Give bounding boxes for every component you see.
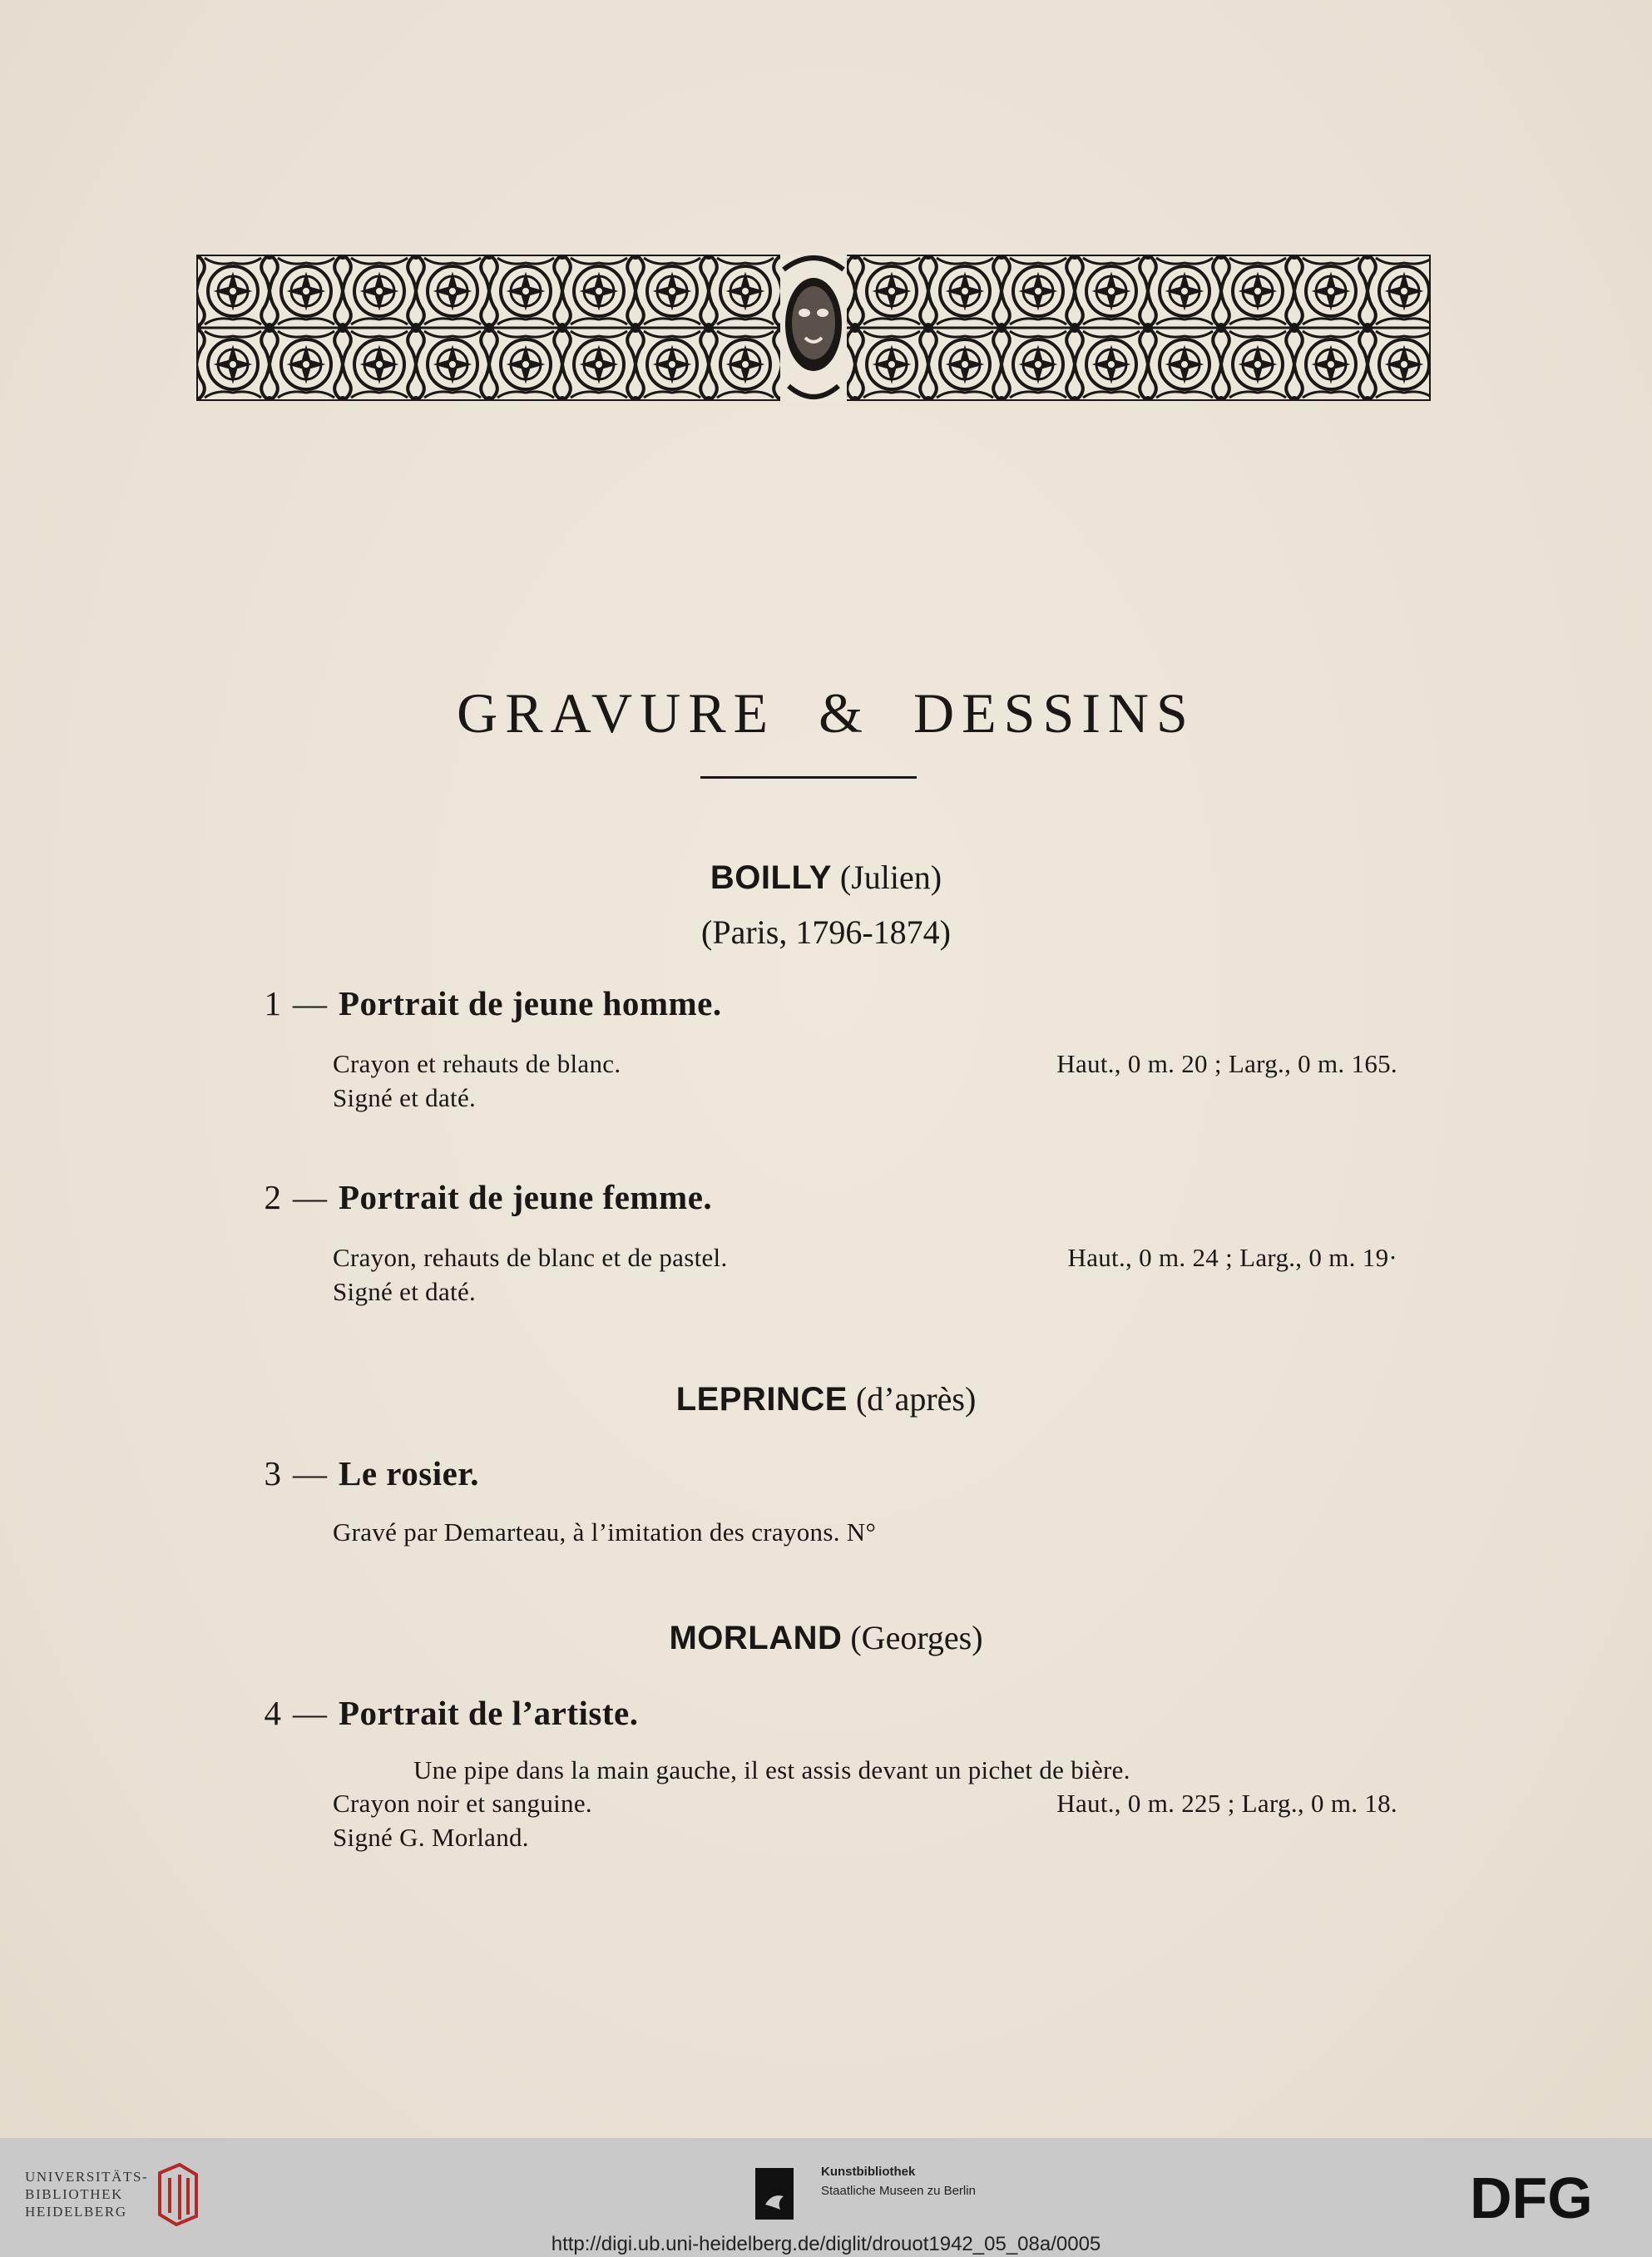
kunstbibliothek-subtitle: Staatliche Museen zu Berlin bbox=[821, 2184, 976, 2198]
lot-medium: Crayon noir et sanguine. bbox=[333, 1789, 592, 1818]
artist-dates: (Paris, 1796-1874) bbox=[701, 913, 951, 951]
university-line: BIBLIOTHEK bbox=[25, 2186, 123, 2202]
kunstbibliothek-logo-icon bbox=[755, 2168, 794, 2220]
lot-dash: — bbox=[293, 1454, 327, 1492]
artist-heading-leprince bbox=[0, 1379, 1652, 1418]
kunstbibliothek-title: Kunstbibliothek bbox=[821, 2165, 916, 2179]
artist-qualifier: (Julien) bbox=[839, 859, 942, 896]
footer-bar bbox=[0, 2138, 1652, 2257]
lot-title: Portrait de l’artiste. bbox=[339, 1694, 639, 1732]
section-title: GRAVURE & DESSINS bbox=[457, 681, 1195, 745]
dfg-logo-text: DFG bbox=[1470, 2168, 1593, 2226]
lot-title: Portrait de jeune femme. bbox=[339, 1178, 713, 1216]
artist-qualifier: (d’après) bbox=[855, 1380, 977, 1418]
lot-description: Une pipe dans la main gauche, il est assis devant un pichet de bière. bbox=[413, 1755, 1130, 1784]
artist-qualifier: (Georges) bbox=[850, 1619, 983, 1656]
artist-heading-boilly bbox=[0, 858, 1652, 897]
lot-title: Le rosier. bbox=[339, 1454, 479, 1492]
lot-dimensions: Haut., 0 m. 20 ; Larg., 0 m. 165. bbox=[1056, 1049, 1397, 1078]
lot-note: Signé et daté. bbox=[333, 1277, 477, 1306]
lot-number: 4 bbox=[264, 1694, 281, 1732]
artist-heading-morland bbox=[0, 1618, 1652, 1657]
lot-dimensions: Haut., 0 m. 225 ; Larg., 0 m. 18. bbox=[1056, 1789, 1397, 1818]
lot-heading-3 bbox=[241, 1453, 479, 1493]
university-line: HEIDELBERG bbox=[25, 2204, 127, 2220]
lot-number: 1 bbox=[264, 984, 281, 1022]
ornamental-header-band bbox=[196, 255, 1431, 401]
lot-dash: — bbox=[293, 1178, 327, 1216]
lot-number: 2 bbox=[264, 1178, 281, 1216]
lot-heading-2 bbox=[241, 1177, 712, 1217]
artist-name: LEPRINCE bbox=[675, 1381, 848, 1418]
lot-note: Signé G. Morland. bbox=[333, 1823, 529, 1852]
artist-name: BOILLY bbox=[710, 859, 832, 896]
title-underline bbox=[700, 776, 917, 779]
university-line: UNIVERSITÄTS- bbox=[25, 2169, 149, 2185]
kunstbibliothek-credit bbox=[821, 2165, 976, 2198]
university-library-name bbox=[25, 2168, 148, 2220]
lot-number: 3 bbox=[264, 1454, 281, 1492]
lot-dash: — bbox=[293, 1694, 327, 1732]
lot-medium: Crayon et rehauts de blanc. bbox=[333, 1049, 621, 1078]
lot-note: Signé et daté. bbox=[333, 1083, 477, 1112]
lot-dimensions: Haut., 0 m. 24 ; Larg., 0 m. 19· bbox=[1067, 1243, 1397, 1272]
lot-dash: — bbox=[293, 984, 327, 1022]
lot-heading-1 bbox=[241, 983, 722, 1023]
source-url-link[interactable]: http://digi.ub.uni-heidelberg.de/diglit/drouot1942_05_08a/0005 bbox=[551, 2233, 1101, 2255]
dfg-logo bbox=[1470, 2168, 1628, 2226]
artist-name: MORLAND bbox=[669, 1620, 843, 1656]
lot-medium: Gravé par Demarteau, à l’imitation des crayons. N° bbox=[333, 1517, 877, 1547]
heidelberg-logo-icon bbox=[155, 2161, 200, 2228]
lot-title: Portrait de jeune homme. bbox=[339, 984, 722, 1022]
lot-heading-4 bbox=[241, 1693, 638, 1733]
lot-medium: Crayon, rehauts de blanc et de pastel. bbox=[333, 1243, 728, 1272]
